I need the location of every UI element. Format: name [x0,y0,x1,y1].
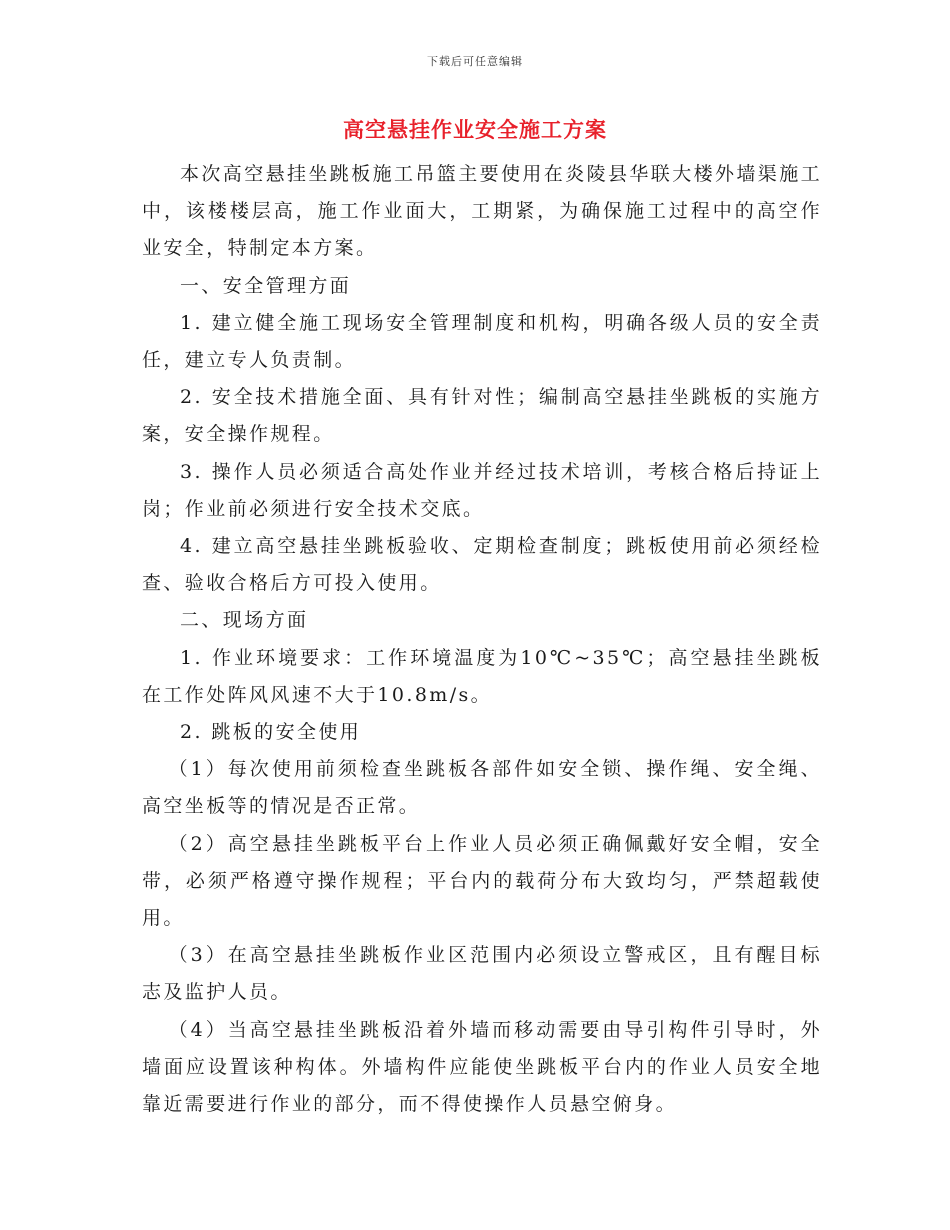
paragraph-management-4: 4. 建立高空悬挂坐跳板验收、定期检查制度；跳板使用前必须经检查、验收合格后方可投入使用。 [142,535,822,595]
paragraph-management-2: 2. 安全技术措施全面、具有针对性；编制高空悬挂坐跳板的实施方案，安全操作规程。 [142,386,822,446]
document-title: 高空悬挂作业安全施工方案 [343,117,607,142]
paragraph-management-3: 3. 操作人员必须适合高处作业并经过技术培训，考核合格后持证上岗；作业前必须进行安全技术交底。 [142,460,822,520]
paragraph-management-1: 1. 建立健全施工现场安全管理制度和机构，明确各级人员的安全责任，建立专人负责制。 [142,311,822,372]
header-note: 下载后可任意编辑 [427,55,523,68]
paragraph-site-2-item-2: （2）高空悬挂坐跳板平台上作业人员必须正确佩戴好安全帽，安全带，必须严格遵守操作规程；平台内的载荷分布大致均匀，严禁超载使用。 [142,832,822,930]
paragraph-site-1: 1. 作业环境要求：工作环境温度为10℃~35℃；高空悬挂坐跳板在工作处阵风风速不大于10.8m/s。 [142,646,822,706]
section-heading-management: 一、安全管理方面 [180,274,352,297]
document-body [142,156,822,1123]
paragraph-site-2-item-4: （4）当高空悬挂坐跳板沿着外墙而移动需要由导引构件引导时，外墙面应设置该种构体。外墙构件应能使坐跳板平台内的作业人员安全地靠近需要进行作业的部分，而不得使操作人员悬空俯身。 [142,1018,822,1116]
paragraph-site-2-item-3: （3）在高空悬挂坐跳板作业区范围内必须设立警戒区，且有醒目标志及监护人员。 [142,944,822,1004]
section-heading-site: 二、现场方面 [180,609,309,632]
paragraph-site-2-item-1: （1）每次使用前须检查坐跳板各部件如安全锁、操作绳、安全绳、高空坐板等的情况是否正常。 [142,758,822,818]
intro-paragraph: 本次高空悬挂坐跳板施工吊篮主要使用在炎陵县华联大楼外墙渠施工中，该楼楼层高，施工作业面大，工期紧，为确保施工过程中的高空作业安全，特制定本方案。 [142,163,823,260]
paragraph-site-2: 2. 跳板的安全使用 [180,721,362,744]
